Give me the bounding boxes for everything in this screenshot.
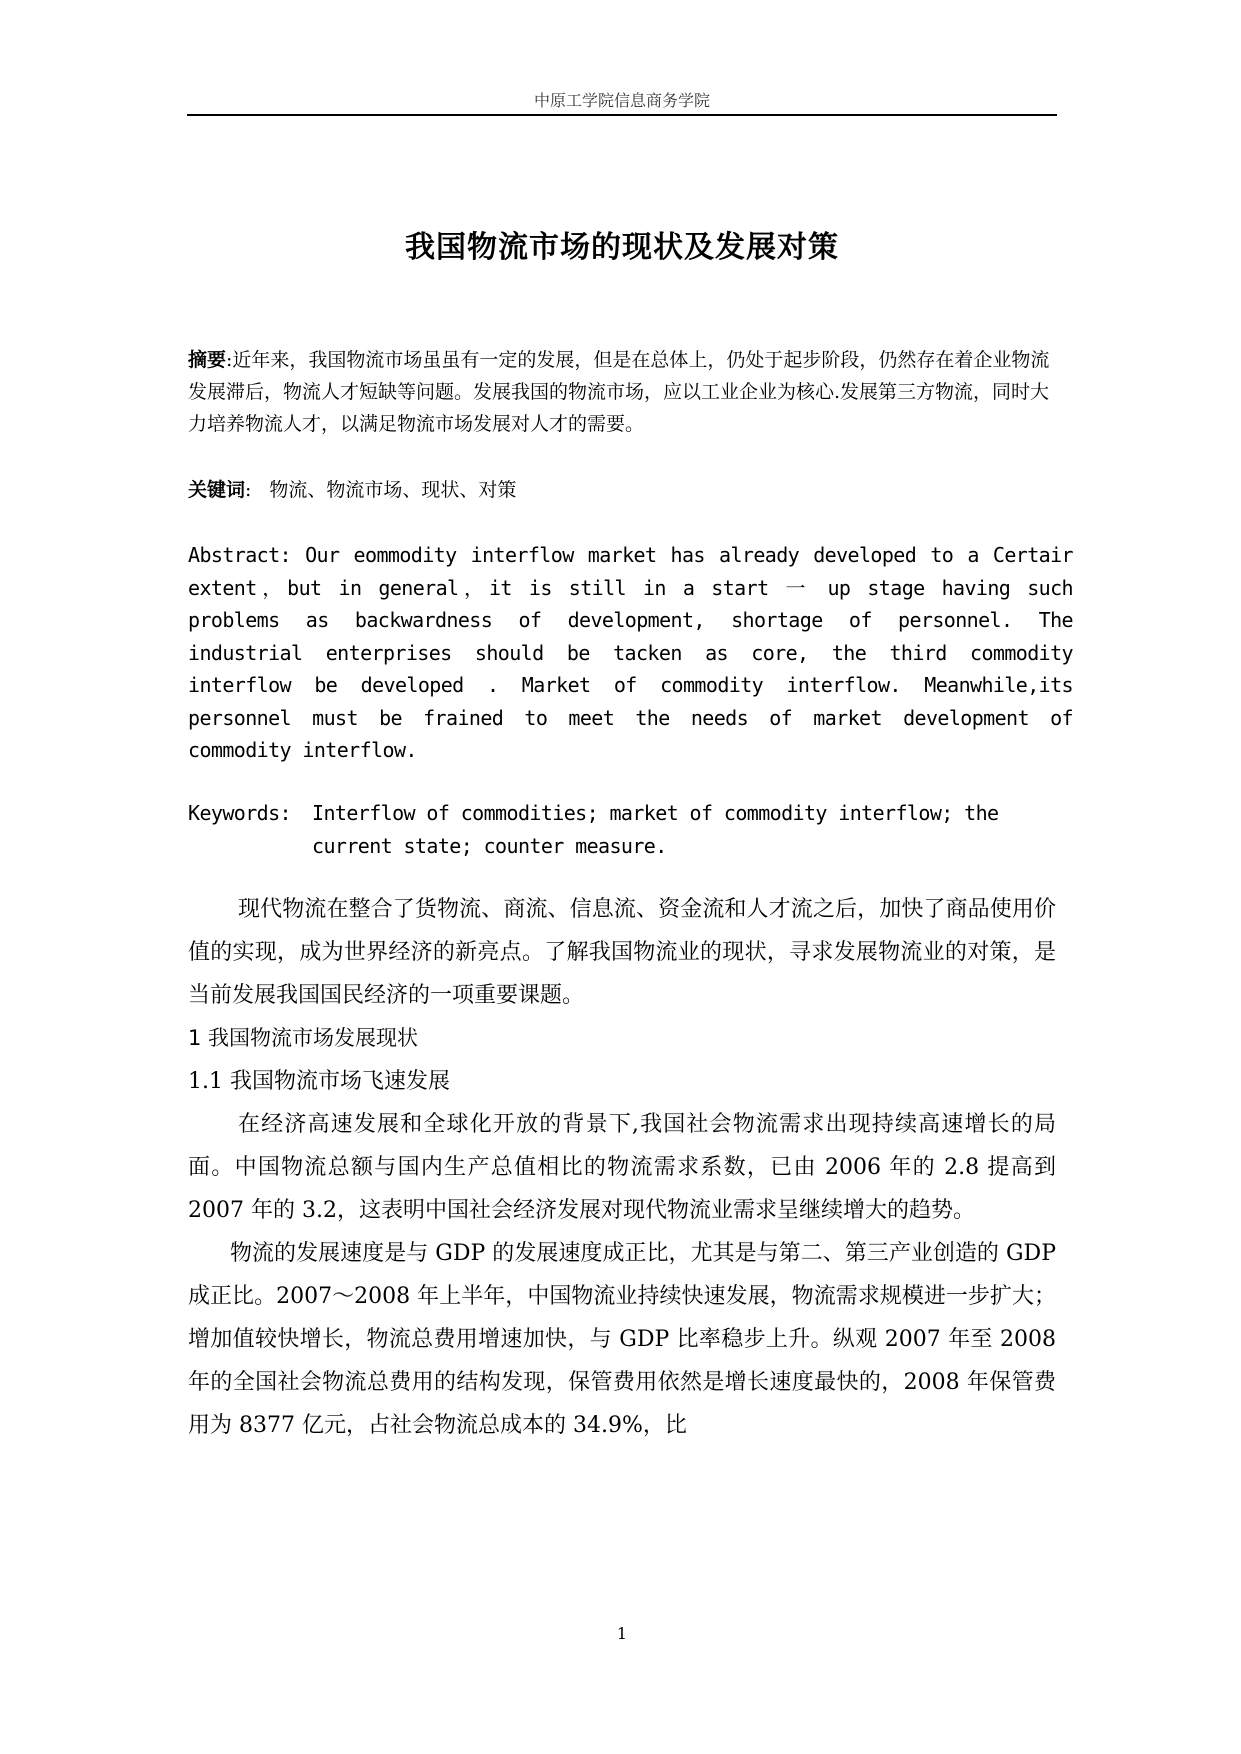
body-text — [188, 888, 1056, 1447]
keywords-chinese — [188, 474, 1068, 506]
intro-paragraph: 现代物流在整合了货物流、商流、信息流、资金流和人才流之后，加快了商品使用价值的实现，成为世界经济的新亮点。了解我国物流业的现状，寻求发展物流业的对策，是当前发展我国国民经济的一项重要课题。 — [188, 897, 1056, 1008]
running-header: 中原工学院信息商务学院 — [533, 91, 710, 110]
keywords-en-line1: Interflow of commodities; market of commodity interflow; the — [312, 801, 999, 825]
paper-title: 我国物流市场的现状及发展对策 — [405, 230, 839, 265]
abstract-label: 摘要 — [188, 349, 227, 371]
keywords-label: 关键词 — [188, 479, 246, 501]
abstract-text: 近年来，我国物流市场虽虽有一定的发展，但是在总体上，仍处于起步阶段，仍然存在着企业物流发展滞后，物流人才短缺等问题。发展我国的物流市场，应以工业企业为核心.发展第三方物流，同时大力培养物流人才，以满足物流市场发展对人才的需要。 — [188, 349, 1050, 435]
section-1-1-heading: 1.1 我国物流市场飞速发展 — [188, 1069, 450, 1094]
keywords-en-label: Keywords: — [188, 801, 291, 825]
section-1-heading: 1 我国物流市场发展现状 — [188, 1026, 419, 1050]
keywords-separator: : — [245, 479, 252, 501]
body-paragraph: 物流的发展速度是与 GDP 的发展速度成正比，尤其是与第二、第三产业创造的 GDP 成正比。2007～2008 年上半年，中国物流业持续快速发展，物流需求规模进一步扩大；增加值较快增长，物流总费用增速加快，与 GDP 比率稳步上升。纵观 2007 年至 2008 年的全国社会物流总费用的结构发现，保管费用依然是增长速度最快的，2008 年保管费用为 8377 亿元，占社会物流总成本的 34.9%，比 — [188, 1241, 1056, 1438]
body-paragraph: 在经济高速发展和全球化开放的背景下,我国社会物流需求出现持续高速增长的局面。中国物流总额与国内生产总值相比的物流需求系数，已由 2006 年的 2.8 提高到 2007 年的 3.2，这表明中国社会经济发展对现代物流业需求呈继续增大的趋势。 — [188, 1112, 1056, 1223]
abstract-english: Abstract: Our eommodity interflow market has already developed to a Certair extent，but in general，it is still in a start 一 up stage having such problems as backwardness of development, shortage of personnel. The industrial enterprises should be tacken as core, the third commodity interflow be developed . Market of commodity interflow. Meanwhile,its personnel must be frained to meet the needs of market development of commodity interflow. — [188, 543, 1073, 762]
abstract-separator: : — [226, 349, 233, 371]
abstract-chinese — [188, 344, 1068, 440]
keywords-english — [188, 797, 1073, 862]
page-number: 1 — [616, 1624, 628, 1643]
keywords-value: 物流、物流市场、现状、对策 — [269, 479, 517, 501]
keywords-en-line2: current state; counter measure. — [312, 833, 667, 858]
header-rule — [187, 114, 1057, 116]
